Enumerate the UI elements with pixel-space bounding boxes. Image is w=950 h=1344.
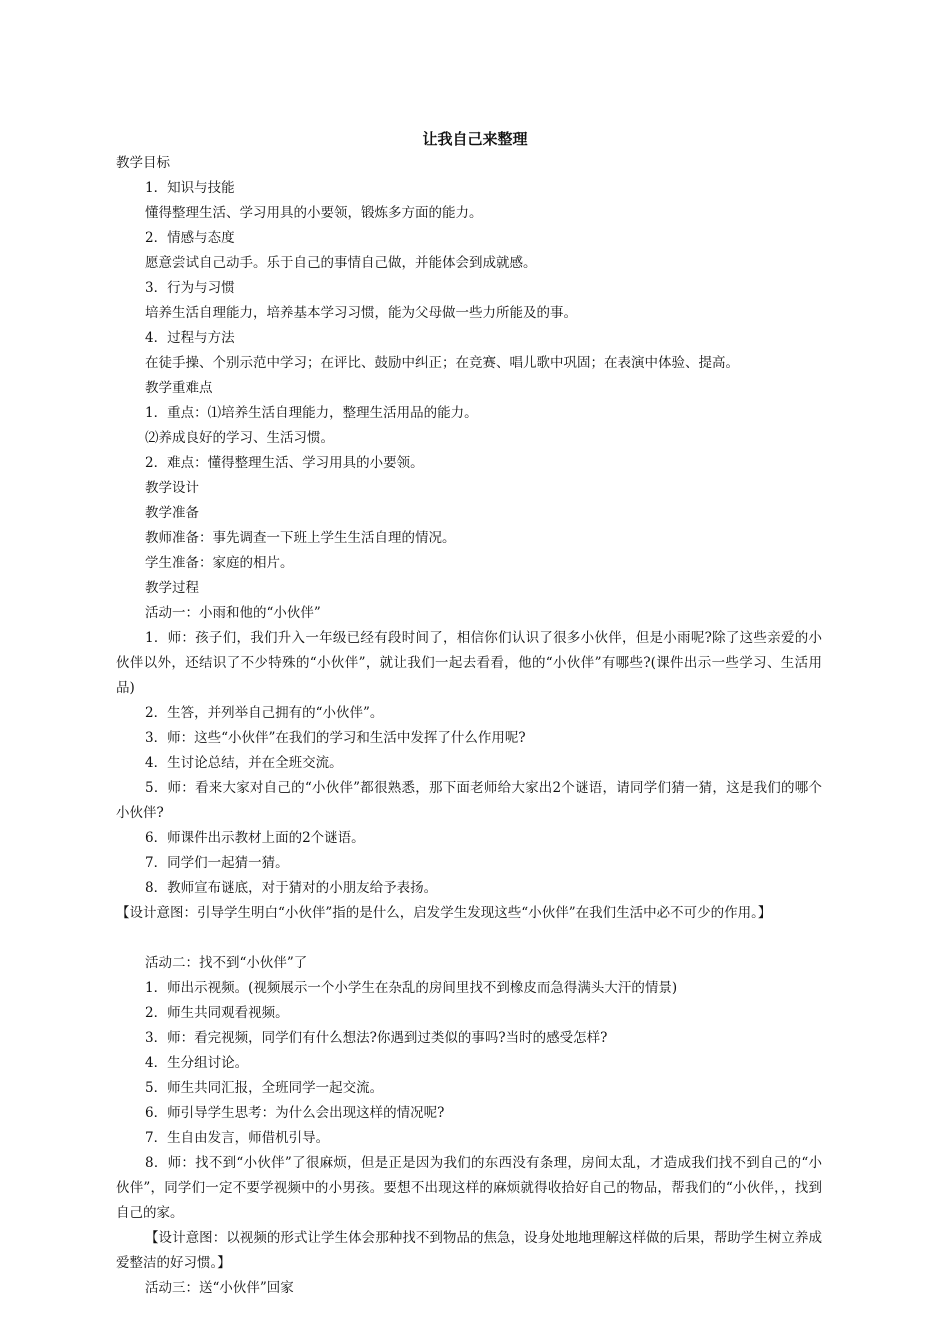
list-item: 4．过程与方法 — [145, 330, 235, 346]
list-item: 2．情感与态度 — [145, 230, 235, 246]
heading-teaching-process: 教学过程 — [145, 580, 199, 596]
list-item: 7．同学们一起猜一猜。 — [145, 855, 289, 871]
document-title: 让我自己来整理 — [422, 130, 528, 148]
list-item: 2．师生共同观看视频。 — [145, 1005, 289, 1021]
activity-heading: 活动三：送“小伙伴”回家 — [145, 1280, 294, 1296]
list-item: 7．生自由发言，师借机引导。 — [145, 1130, 330, 1146]
list-item: 1．重点：⑴培养生活自理能力，整理生活用品的能力。 — [145, 405, 478, 421]
heading-teaching-goals: 教学目标 — [116, 155, 170, 171]
paragraph: 教师准备：事先调查一下班上学生生活自理的情况。 — [145, 530, 456, 546]
list-item: 5．师：看来大家对自己的“小伙伴”都很熟悉，那下面老师给大家出2个谜语，请同学们猜一猜，这是我们的哪个小伙伴? — [116, 780, 822, 821]
list-item: 8．师：找不到“小伙伴”了很麻烦，但是正是因为我们的东西没有条理，房间太乱，才造成我们找不到自己的“小伙伴”，同学们一定不要学视频中的小男孩。要想不出现这样的麻烦就得收拾好自己的物品，帮我们的“小伙伴，，找到自己的家。 — [116, 1155, 822, 1221]
list-item: 2．难点：懂得整理生活、学习用具的小要领。 — [145, 455, 424, 471]
paragraph: 在徒手操、个别示范中学习；在评比、鼓励中纠正；在竞赛、唱儿歌中巩固；在表演中体验、提高。 — [145, 355, 739, 371]
list-item: 5．师生共同汇报，全班同学一起交流。 — [145, 1080, 384, 1096]
paragraph: 培养生活自理能力，培养基本学习习惯，能为父母做一些力所能及的事。 — [145, 305, 577, 321]
heading-teaching-design: 教学设计 — [145, 480, 199, 496]
design-intent-note: 【设计意图：以视频的形式让学生体会那种找不到物品的焦急，设身处地地理解这样做的后果，帮助学生树立养成爱整洁的好习惯。】 — [116, 1230, 822, 1271]
list-item: 3．行为与习惯 — [145, 280, 235, 296]
heading-key-points: 教学重难点 — [145, 380, 213, 396]
list-item: 1．师：孩子们，我们升入一年级已经有段时间了，相信你们认识了很多小伙伴，但是小雨呢?除了这些亲爱的小伙伴以外，还结识了不少特殊的“小伙伴”，就让我们一起去看看，他的“小伙伴”有哪些?(课件出示一些学习、生活用品) — [116, 630, 822, 696]
paragraph: 懂得整理生活、学习用具的小要领，锻炼多方面的能力。 — [145, 205, 483, 221]
paragraph: 愿意尝试自己动手。乐于自己的事情自己做，并能体会到成就感。 — [145, 255, 537, 271]
activity-heading: 活动一：小雨和他的“小伙伴” — [145, 605, 321, 621]
design-intent-note: 【设计意图：引导学生明白“小伙伴”指的是什么，启发学生发现这些“小伙伴”在我们生活中必不可少的作用。】 — [116, 905, 772, 921]
list-item: 3．师：这些“小伙伴”在我们的学习和生活中发挥了什么作用呢? — [145, 730, 526, 746]
list-item: 4．生分组讨论。 — [145, 1055, 249, 1071]
activity-heading: 活动二：找不到“小伙伴”了 — [145, 955, 308, 971]
list-item: 1．知识与技能 — [145, 180, 235, 196]
list-item: 3．师：看完视频，同学们有什么想法?你遇到过类似的事吗?当时的感受怎样? — [145, 1030, 608, 1046]
list-item: 1．师出示视频。(视频展示一个小学生在杂乱的房间里找不到橡皮而急得满头大汗的情景) — [145, 980, 678, 996]
paragraph: 学生准备：家庭的相片。 — [145, 555, 294, 571]
list-item: 4．生讨论总结，并在全班交流。 — [145, 755, 343, 771]
list-item: 6．师课件出示教材上面的2个谜语。 — [145, 830, 365, 846]
list-item: 8．教师宣布谜底，对于猜对的小朋友给予表扬。 — [145, 880, 438, 896]
heading-teaching-preparation: 教学准备 — [145, 505, 199, 521]
list-item: ⑵养成良好的学习、生活习惯。 — [145, 430, 334, 446]
list-item: 2．生答，并列举自己拥有的“小伙伴”。 — [145, 705, 384, 721]
list-item: 6．师引导学生思考：为什么会出现这样的情况呢? — [145, 1105, 445, 1121]
